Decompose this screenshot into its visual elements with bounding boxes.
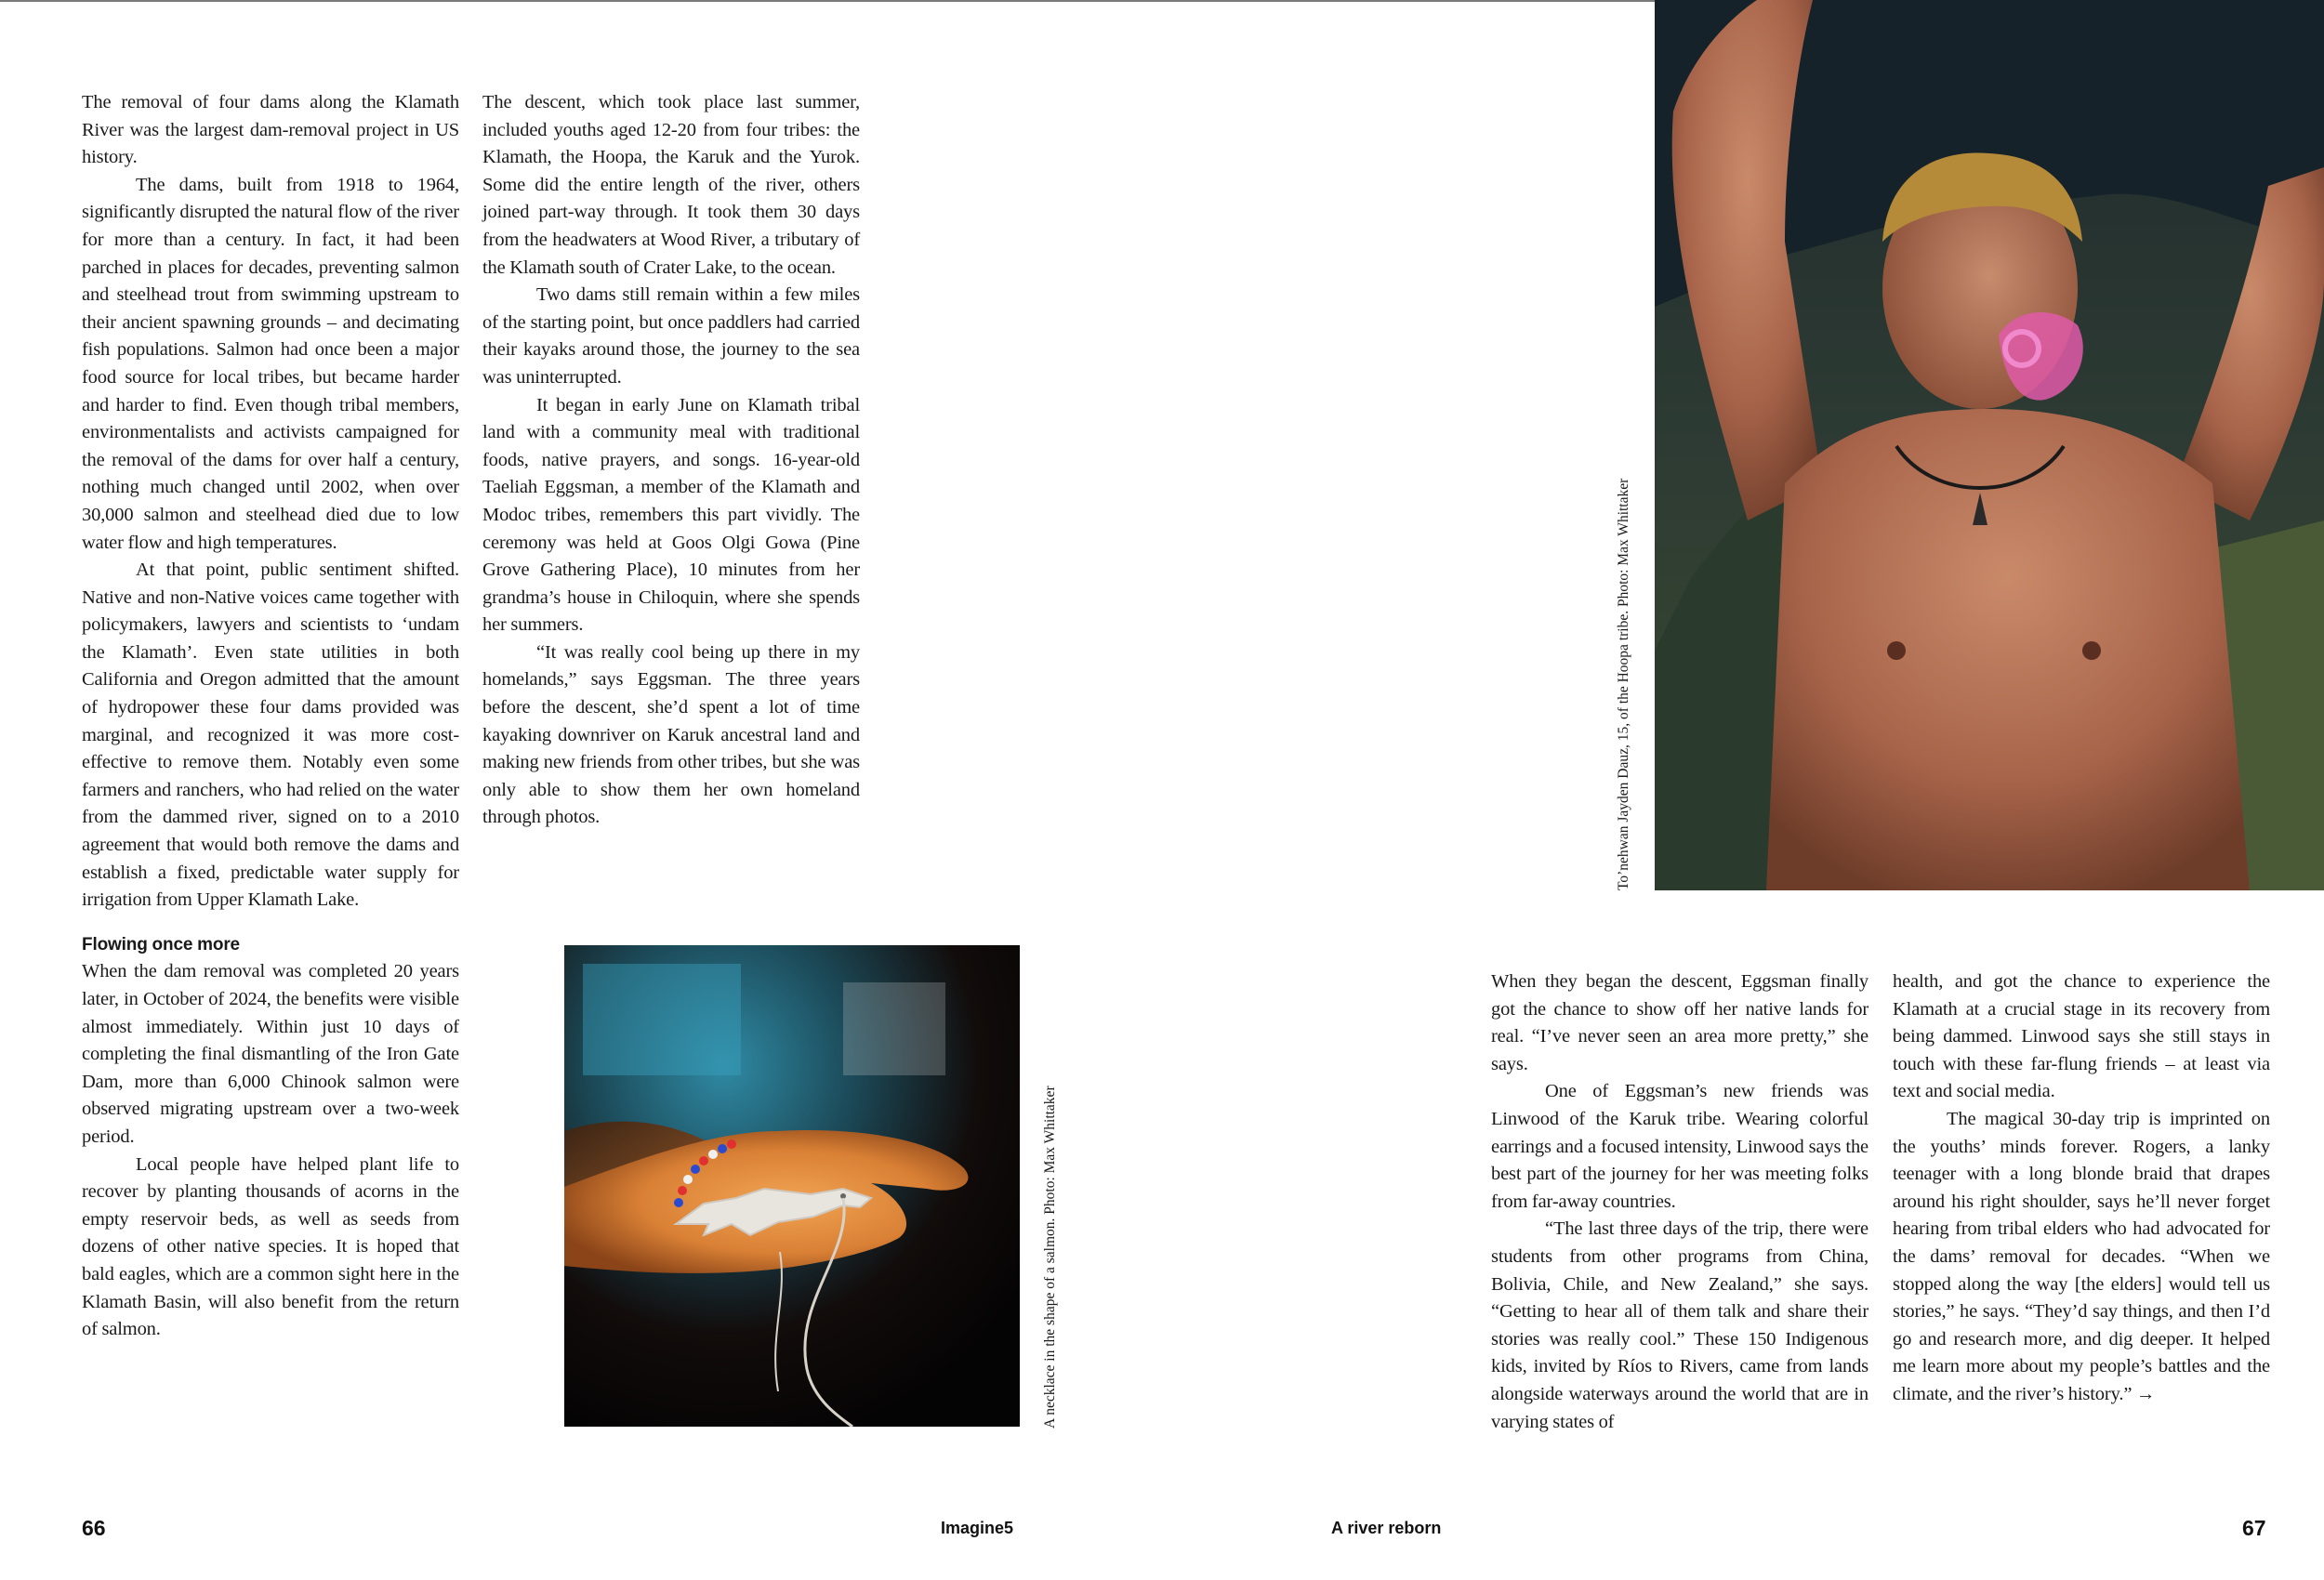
paragraph: One of Eggsman’s new friends was Linwood of the Karuk tribe. Wearing colorful earrings and a focused intensity, Linwood says the best part of the journey for her was meeting folks from far-away countries. [1491,1081,1868,1212]
magazine-name: Imagine5 [941,1519,1014,1537]
paragraph: “It was really cool being up there in my homelands,” says Eggsman. The three years before the descent, she’d spent a lot of time kayaking downriver on Karuk ancestral land and making new friends from other tribes, but she was only able to show them her own homeland through photos. [482,641,860,828]
paragraph: “The last three days of the trip, there were students from other programs from China, Bolivia, Chile, and New Zealand,” she says. “Getting to hear all of them talk and share their stories was really cool.” These 150 Indigenous kids, invited by Ríos to Rivers, came from lands alongside waterways around the world that are in varying states of [1491,1218,1868,1432]
paragraph: At that point, public sentiment shifted. Native and non-Native voices came together with policymakers, lawyers and scientists to ‘undam the Klamath’. Even state utilities in both California and Oregon admitted that the amount of hydropower these four dams provided was marginal, and recognized it was more cost-effective to remove them. Notably even some farmers and ranchers, who had relied on the water from the dammed river, signed on to a 2010 agreement that would both remove the dams and establish a fixed, predictable water supply for irrigation from Upper Klamath Lake. [82,560,459,911]
necklace-photo [564,945,1020,1427]
paragraph: It began in early June on Klamath tribal land with a community meal with traditional foods, native prayers, and songs. 16-year-old Taeliah Eggsman, a member of the Klamath and Modoc tribes, remembers this part vividly. The ceremony was held at Goos Olgi Gowa (Pine Grove Gathering Place), 10 minutes from her grandma’s house in Chiloquin, where she spends her summers. [482,394,860,636]
page-number-left: 66 [82,1516,106,1540]
article-column-1 [82,89,459,1344]
article-column-3 [1491,968,1868,1436]
paragraph: The removal of four dams along the Klamath River was the largest dam-removal project in US history. [82,92,459,168]
article-column-2 [482,89,860,832]
portrait-photo [1655,0,2324,890]
page-number-right: 67 [2242,1516,2266,1540]
necklace-photo-caption: A necklace in the shape of a salmon. Photo: Max Whittaker [1042,1086,1058,1429]
subheading: Flowing once more [82,934,240,955]
paragraph: When the dam removal was completed 20 years later, in October of 2024, the benefits were visible almost immediately. Within just 10 days of completing the final dismantling of the Iron Gate Dam, more than 6,000 Chinook salmon were observed migrating upstream over a two-week period. [82,961,459,1147]
paragraph: Local people have helped plant life to recover by planting thousands of acorns in the empty reservoir beds, as well as seeds from dozens of other native species. It is hoped that bald eagles, which are a common sight here in the Klamath Basin, will also benefit from the return of salmon. [82,1153,459,1340]
paragraph: health, and got the chance to experience the Klamath at a crucial stage in its recovery from being dammed. Linwood says she still stays in touch with these far-flung friends – at least via text and social media. [1893,971,2270,1102]
portrait-photo-caption: To’nehwan Jayden Dauz, 15, of the Hoopa tribe. Photo: Max Whittaker [1616,478,1631,890]
article-column-4 [1893,968,2270,1409]
paragraph: The dams, built from 1918 to 1964, significantly disrupted the natural flow of the river for more than a century. In fact, it had been parched in places for decades, preventing salmon and steelhead trout from swimming upstream to their ancient spawning grounds – and decimating fish populations. Salmon had once been a major food source for local tribes, but became harder and harder to find. Even though tribal members, environmentalists and activists campaigned for the removal of the dams for over half a century, nothing much changed until 2002, when over 30,000 salmon and steelhead died due to low water flow and high temperatures. [82,174,459,553]
paragraph: The magical 30-day trip is imprinted on the youths’ minds forever. Rogers, a lanky teenager with a long blonde braid that drapes around his right shoulder, says he’ll never forget hearing from tribal elders who had advocated for the dams’ removal for decades. “When we stopped along the way [the elders] would tell us stories,” he says. “They’d say things, and then I’d go and research more, and dig deeper. It helped me learn more about my people’s battles and the climate, and the river’s history.” → [1893,1108,2270,1404]
top-rule [0,0,1655,2]
paragraph: The descent, which took place last summer, included youths aged 12-20 from four tribes: the Klamath, the Hoopa, the Karuk and the Yurok. Some did the entire length of the river, others joined part-way through. It took them 30 days from the headwaters at Wood River, a tributary of the Klamath south of Crater Lake, to the ocean. [482,92,860,278]
section-title: A river reborn [1331,1519,1442,1537]
paragraph: Two dams still remain within a few miles of the starting point, but once paddlers had carried their kayaks around those, the journey to the sea was uninterrupted. [482,284,860,388]
paragraph: When they began the descent, Eggsman finally got the chance to show off her native lands for real. “I’ve never seen an area more pretty,” she says. [1491,971,1868,1074]
